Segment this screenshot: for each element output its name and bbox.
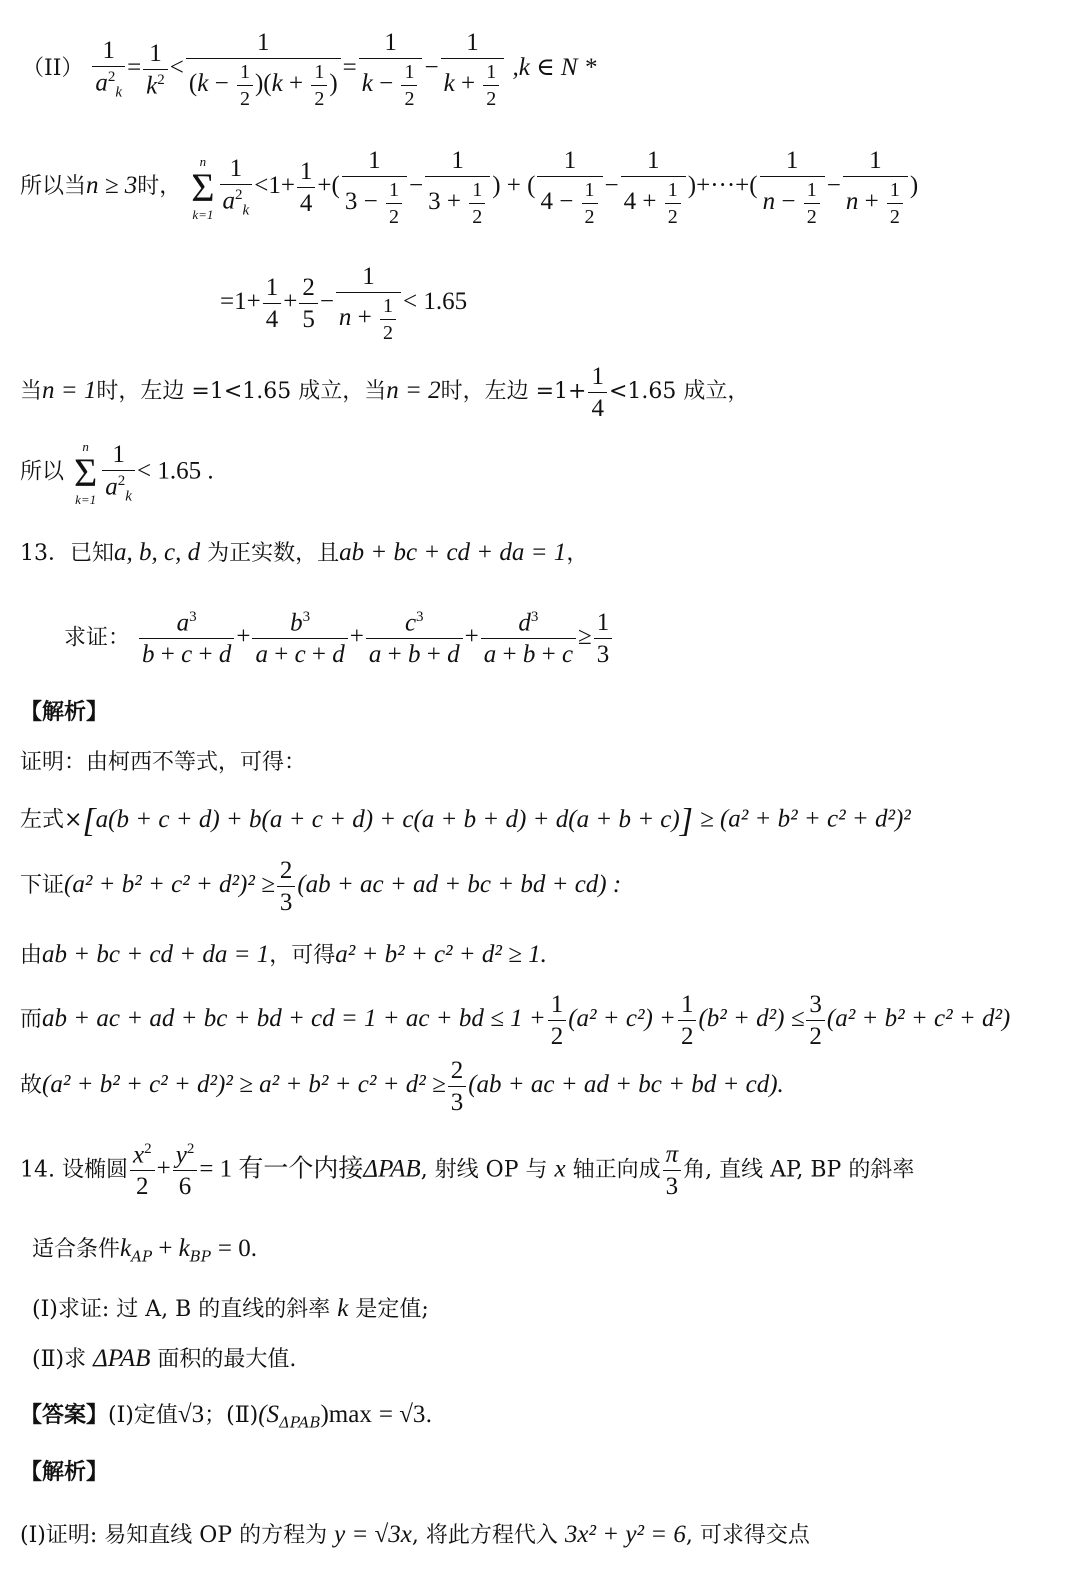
sum-line: 所以当n ≥ 3时， n Σ k=1 $\frac{1}{a^2_k}$ <1+ $\frac{1}{4}$ +( 1 3 − $\frac{1}{2}$ − 1 3 + $\frac{1}{2}$ ) + ( 1 4 − $\frac{1}{2}$ − 1 4 + $\frac{1}{2}$ )+···+( 1 n − $\frac{1}{2}$ − 1 n + $\frac{1}{2}$ ) xyxy=(20,147,919,228)
case-line: 当n = 1时，左边 =1<1.65 成立，当n = 2时，左边 =1+ $\frac{1}{4}$ <1.65 成立， xyxy=(20,363,750,422)
sum-result: =1+ $\frac{1}{4}$ + $\frac{2}{5}$ − 1 n + $\frac{1}{2}$ < 1.65 xyxy=(220,263,468,344)
part2-label: （II） xyxy=(22,56,84,82)
last-line: (Ⅰ)证明: 易知直线 OP 的方程为 y = √3x, 将此方程代入 3x² + y² = 6, 可求得交点 xyxy=(20,1521,810,1548)
q13-prove: 求证： $\frac{a^3}{b + c + d}$ + $\frac{b^3}{a + c + d}$ + $\frac{c^3}{a + b + d}$ + $\frac{d^3}{a + b + c}$ ≥ $\frac{1}{3}$ xyxy=(64,610,614,667)
answer-line: 【答案】(Ⅰ)定值√3；$(Ⅱ)(S_{\Delta PAB})\max = √3$. xyxy=(20,1401,433,1432)
step1: 左式×[a(b + c + d) + b(a + c + d) + c(a + b + d) + d(a + b + c)] ≥ (a² + b² + c² + d²)² xyxy=(20,802,911,839)
step4: 而ab + ac + ad + bc + bd + cd = 1 + ac + bd ≤ 1 + $\frac{1}{2}$ (a² + c²) + $\frac{1}{2}$ (b² + d²) ≤ $\frac{3}{2}$ (a² + b² + c² + d²) xyxy=(20,991,1011,1050)
q13-statement: 13．已知a, b, c, d 为正实数，且ab + bc + cd + da = 1， xyxy=(20,539,589,566)
line1-tail: ,k ∈ N * xyxy=(512,54,597,82)
proof-intro: 证明：由柯西不等式，可得： xyxy=(20,750,307,775)
part2-line: （II） $\frac{1}{a^2_k}$ = $\frac{1}{k^2}$ < 1 (k − $\frac{1}{2}$ )(k + $\frac{1}{2}$ ) = 1 k − $\frac{1}{2}$ − 1 k + $\frac{1}{2}$ ,k ∈ N * xyxy=(22,29,597,110)
conclusion-line: 所以 n Σ k=1 $\frac{1}{a^2_k}$ < 1.65 . xyxy=(20,439,214,507)
jiexi-label-1: 【解析】 xyxy=(20,700,109,725)
q14-part1: (Ⅰ)求证: 过 A, B 的直线的斜率 k 是定值; xyxy=(32,1295,429,1322)
q14-statement: 14. 设椭圆 $\frac{x^2}{2}$ + $\frac{y^2}{6}$ = 1 有一个内接ΔPAB, 射线 OP 与 x 轴正向成 $\frac{\pi}{3}$ 角, 直线 AP, BP 的斜率 xyxy=(20,1141,915,1201)
q14-condition: 适合条件$k_{AP} + k_{BP} = 0$. xyxy=(32,1235,258,1266)
step5: 故(a² + b² + c² + d²)² ≥ a² + b² + c² + d² ≥ $\frac{2}{3}$ (ab + ac + ad + bc + bd + cd). xyxy=(20,1057,784,1116)
q14-part2: (Ⅱ)求 ΔPAB 面积的最大值. xyxy=(32,1345,297,1372)
step2: 下证(a² + b² + c² + d²)² ≥ $\frac{2}{3}$ (ab + ac + ad + bc + bd + cd) : xyxy=(20,857,622,916)
step3: 由ab + bc + cd + da = 1，可得a² + b² + c² + d² ≥ 1. xyxy=(20,941,547,968)
jiexi-label-2: 【解析】 xyxy=(20,1460,109,1485)
